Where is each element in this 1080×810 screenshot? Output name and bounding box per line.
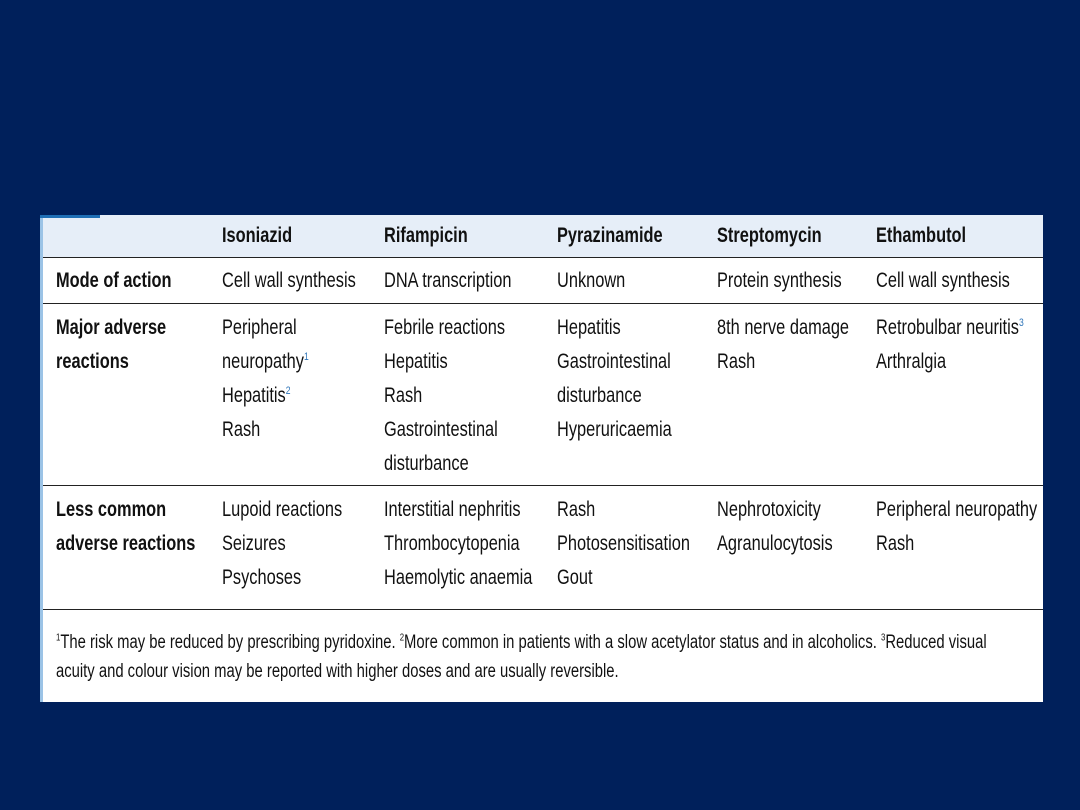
row-label-line: adverse reactions <box>56 532 196 555</box>
list-item: Gastrointestinal <box>557 350 671 373</box>
less-rifampicin <box>384 493 532 595</box>
panel-corner-accent <box>40 215 100 218</box>
list-item: Arthralgia <box>876 350 947 373</box>
list-item: Seizures <box>222 532 286 555</box>
list-item: Nephrotoxicity <box>717 498 821 521</box>
list-item: Thrombocytopenia <box>384 532 520 555</box>
less-pyrazinamide <box>557 493 690 595</box>
row-label-mode-of-action: Mode of action <box>56 269 172 292</box>
footnote-text: The risk may be reduced by prescribing pyridoxine. <box>60 632 400 653</box>
row-label-line: Major adverse <box>56 316 167 339</box>
list-item: disturbance <box>557 384 642 407</box>
footnote-marker: 1 <box>56 632 61 644</box>
list-item: 8th nerve damage <box>717 316 850 339</box>
list-item: Gout <box>557 566 593 589</box>
mode-pyrazinamide: Unknown <box>557 269 626 292</box>
list-item <box>876 311 1024 345</box>
header-rifampicin: Rifampicin <box>384 224 468 247</box>
table-footnote <box>56 628 1015 686</box>
major-ethambutol <box>876 311 1024 379</box>
row-label-line: Less common <box>56 498 167 521</box>
list-item: Rash <box>384 384 423 407</box>
list-item: Haemolytic anaemia <box>384 566 533 589</box>
footnote-text: More common in patients with a slow acetylator status and in alcoholics. <box>404 632 881 653</box>
list-item: Psychoses <box>222 566 302 589</box>
less-streptomycin <box>717 493 833 561</box>
list-item: Agranulocytosis <box>717 532 833 555</box>
list-item: Peripheral neuropathy <box>876 498 1038 521</box>
list-item <box>222 345 309 379</box>
list-item: Hepatitis <box>384 350 448 373</box>
major-pyrazinamide <box>557 311 672 447</box>
row-divider <box>40 303 1043 304</box>
mode-isoniazid: Cell wall synthesis <box>222 269 356 292</box>
list-item: Rash <box>876 532 915 555</box>
row-label-major-adverse <box>56 311 166 379</box>
list-item: Peripheral <box>222 316 297 339</box>
list-item <box>222 379 309 413</box>
list-item: Febrile reactions <box>384 316 506 339</box>
mode-streptomycin: Protein synthesis <box>717 269 842 292</box>
major-streptomycin <box>717 311 849 379</box>
footnote-marker: 1 <box>303 351 309 363</box>
header-isoniazid: Isoniazid <box>222 224 293 247</box>
row-label-line: reactions <box>56 350 129 373</box>
list-item: Hepatitis <box>557 316 621 339</box>
row-label-less-common <box>56 493 195 561</box>
list-item: disturbance <box>384 452 469 475</box>
list-item: Hyperuricaemia <box>557 418 672 441</box>
footnote-text: Reduced visual acuity and colour vision may be reported with higher doses and are usually reversible. <box>56 632 987 682</box>
list-item-text: Hepatitis <box>222 384 286 407</box>
drug-table <box>40 215 1043 702</box>
list-item: Lupoid reactions <box>222 498 343 521</box>
row-divider <box>40 485 1043 486</box>
list-item-text: Retrobulbar neuritis <box>876 316 1019 339</box>
list-item: Rash <box>222 418 261 441</box>
major-isoniazid <box>222 311 309 447</box>
list-item-text: neuropathy <box>222 350 304 373</box>
mode-ethambutol: Cell wall synthesis <box>876 269 1010 292</box>
header-streptomycin: Streptomycin <box>717 224 822 247</box>
mode-rifampicin: DNA transcription <box>384 269 512 292</box>
less-isoniazid <box>222 493 342 595</box>
list-item: Gastrointestinal <box>384 418 498 441</box>
list-item: Rash <box>717 350 756 373</box>
header-ethambutol: Ethambutol <box>876 224 967 247</box>
list-item: Rash <box>557 498 596 521</box>
panel-edge <box>40 215 43 702</box>
header-pyrazinamide: Pyrazinamide <box>557 224 663 247</box>
list-item: Photosensitisation <box>557 532 690 555</box>
footnote-marker: 3 <box>1018 317 1024 329</box>
list-item: Interstitial nephritis <box>384 498 521 521</box>
footnote-marker: 2 <box>399 632 405 644</box>
footnote-marker: 3 <box>880 632 886 644</box>
row-divider <box>40 609 1043 610</box>
less-ethambutol <box>876 493 1037 561</box>
footnote-marker: 2 <box>285 385 291 397</box>
major-rifampicin <box>384 311 505 481</box>
